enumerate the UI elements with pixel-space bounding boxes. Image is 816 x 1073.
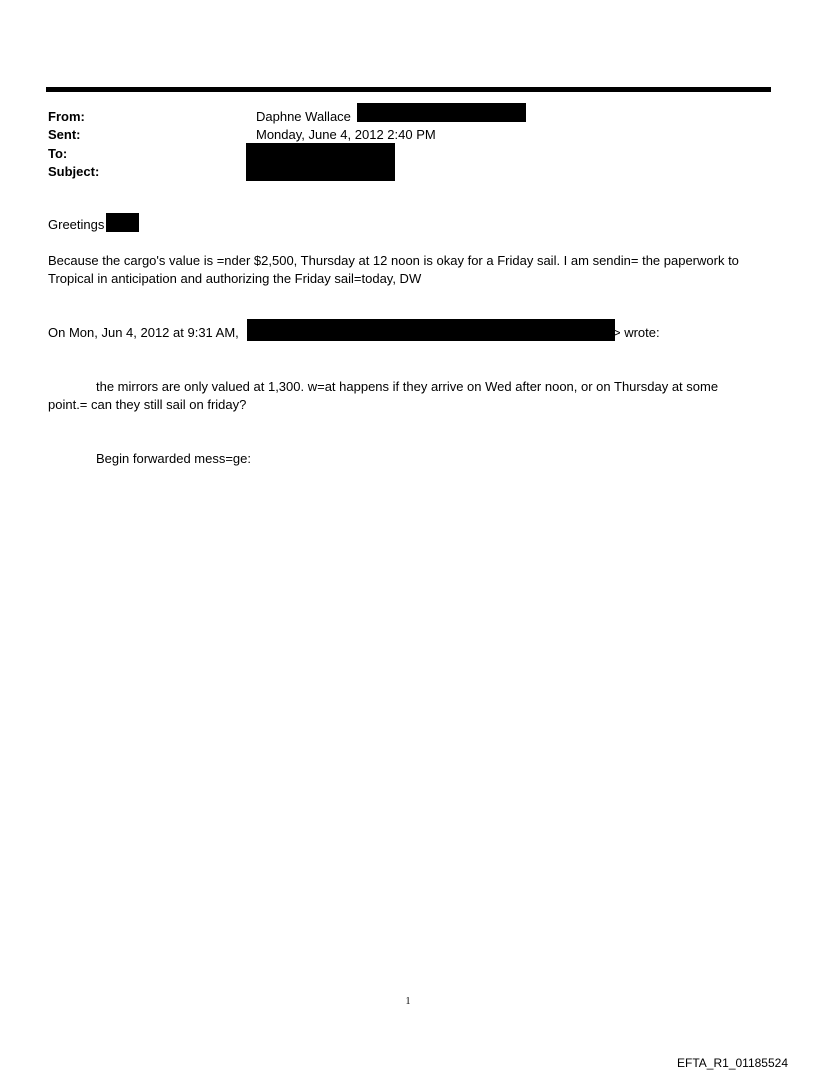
from-value: Daphne Wallace	[256, 109, 351, 124]
body-line-2: Tropical in anticipation and authorizing the Friday sail=today, DW	[48, 271, 422, 286]
forwarded-header: Begin forwarded mess=ge:	[96, 451, 252, 466]
sent-label: Sent:	[48, 127, 81, 142]
header-rule	[46, 87, 771, 92]
page-number: 1	[405, 996, 411, 1007]
sent-value: Monday, June 4, 2012 2:40 PM	[256, 127, 436, 142]
redaction-to-subject	[246, 143, 395, 181]
redaction-sender	[247, 319, 615, 341]
quoted-line-1: the mirrors are only valued at 1,300. w=at happens if they arrive on Wed after noon, or on Thursday at some	[96, 379, 719, 394]
quote-intro-suffix: > wrote:	[613, 325, 660, 340]
from-label: From:	[48, 109, 85, 124]
quote-intro-prefix: On Mon, Jun 4, 2012 at 9:31 AM,	[48, 325, 239, 340]
greeting: Greetings	[48, 217, 105, 232]
quoted-line-2: point.= can they still sail on friday?	[48, 397, 247, 412]
to-label: To:	[48, 146, 68, 161]
redaction-greeting-name	[106, 213, 139, 232]
redaction-from-email	[357, 103, 526, 122]
body-line-1: Because the cargo's value is =nder $2,500, Thursday at 12 noon is okay for a Friday sail. I am sendin= the paperwork to	[48, 253, 739, 268]
document-id: EFTA_R1_01185524	[677, 1056, 788, 1070]
subject-label: Subject:	[48, 164, 100, 179]
